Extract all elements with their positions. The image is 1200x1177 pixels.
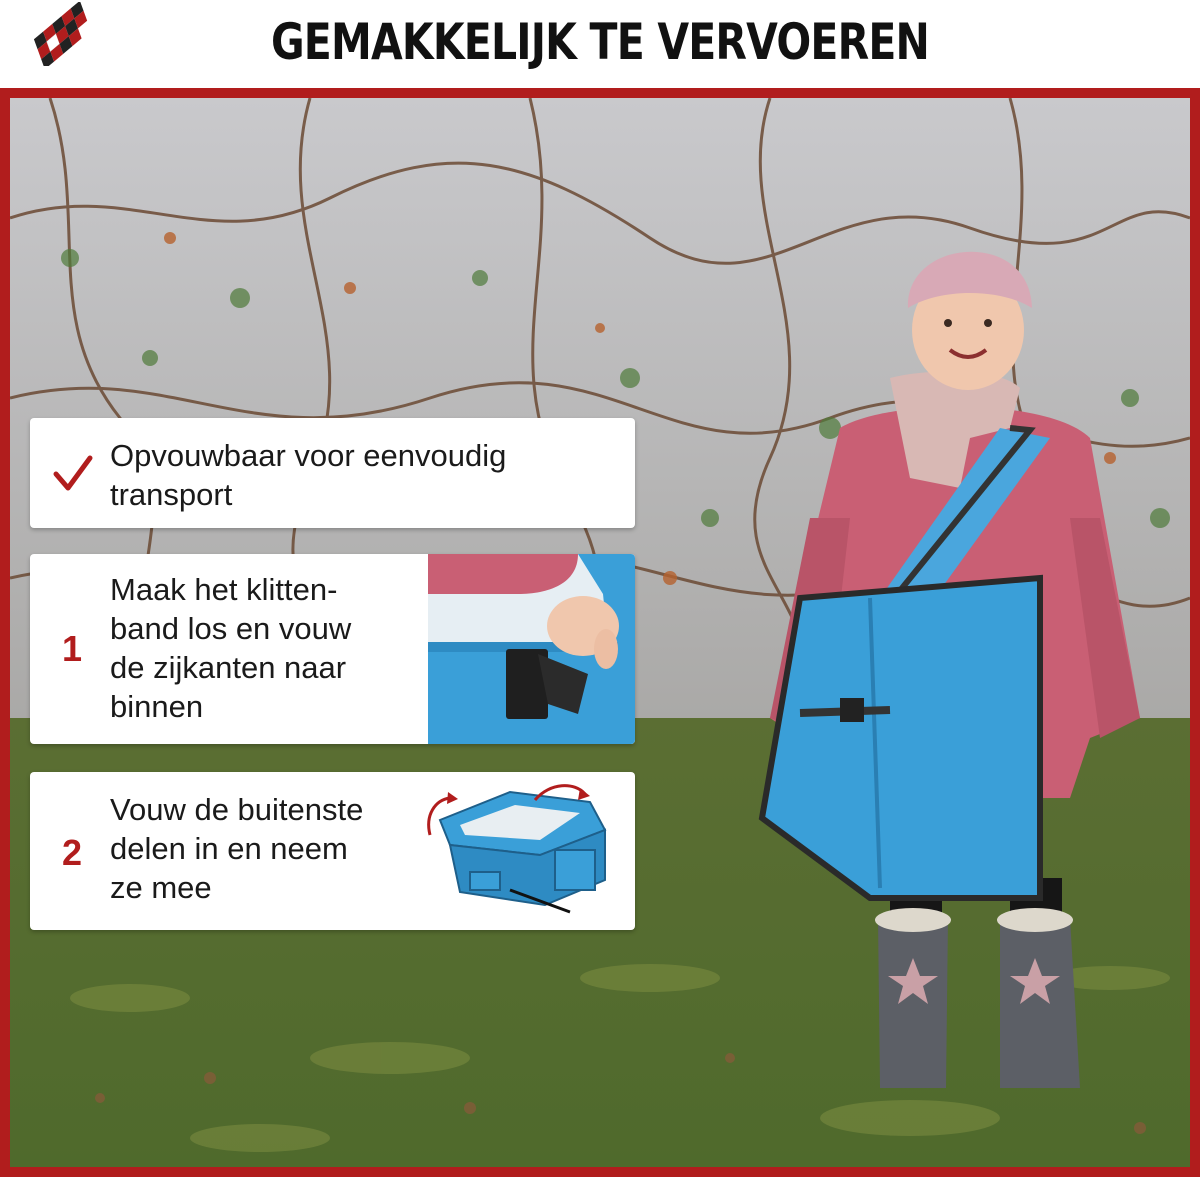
checkered-flag-logo-icon <box>22 2 102 66</box>
feature-card-foldable <box>30 418 635 528</box>
step-2-tray-illustration <box>420 780 625 922</box>
page-title: GEMAKKELIJK TE VERVOEREN <box>270 13 930 71</box>
step-card-1 <box>30 554 635 744</box>
card-text: Opvouwbaar voor eenvoudig transport <box>110 438 507 512</box>
step-1-photo <box>428 554 635 744</box>
step-number: 2 <box>61 832 83 873</box>
checkmark-icon <box>52 454 94 494</box>
step-number: 1 <box>61 628 83 669</box>
card-text: Maak het klitten- band los en vouw de zijkanten naar binnen <box>110 572 352 724</box>
card-text: Vouw de buitenste delen in en neem ze mee <box>110 792 364 905</box>
step-card-2 <box>30 772 635 930</box>
header <box>0 0 1200 88</box>
